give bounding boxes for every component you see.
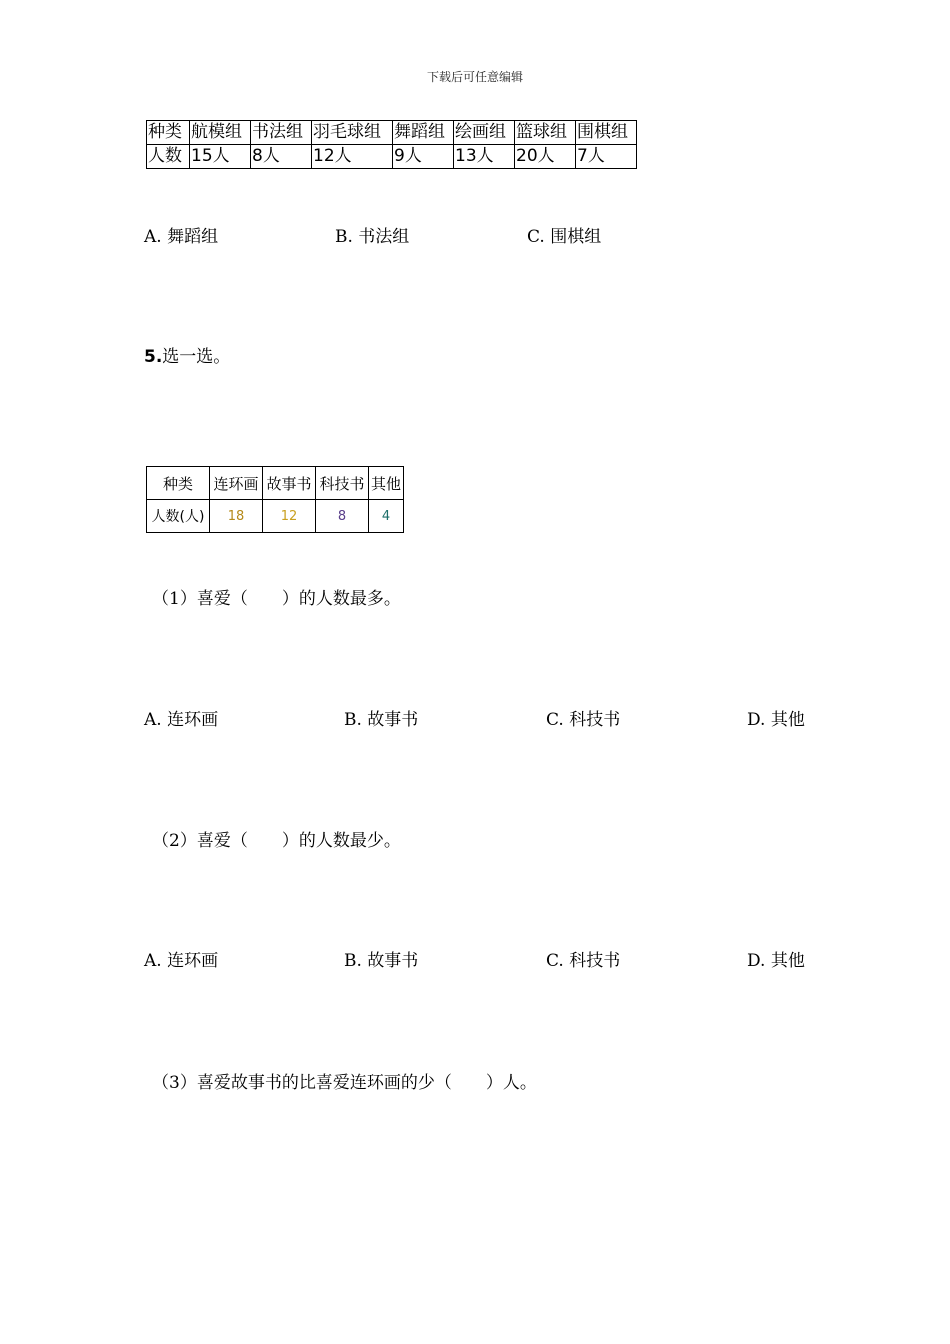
table-cell: 书法组 (251, 121, 312, 145)
option-d[interactable]: D. 其他 (747, 710, 805, 730)
interest-group-table (146, 120, 637, 169)
table-header-row (147, 121, 637, 145)
table-header-row (147, 467, 404, 500)
table-cell: 12 (263, 500, 316, 533)
sub-question-3: （3）喜爱故事书的比喜爱连环画的少（ ）人。 (152, 1073, 537, 1093)
option-a[interactable]: A. 连环画 (144, 951, 219, 971)
option-d[interactable]: D. 其他 (747, 951, 805, 971)
table-cell: 种类 (147, 467, 210, 500)
table-cell: 9人 (393, 145, 454, 169)
question-text: 选一选。 (162, 347, 231, 367)
sub-question-1: （1）喜爱（ ）的人数最多。 (152, 589, 401, 609)
option-b[interactable]: B. 书法组 (335, 227, 410, 247)
table-cell: 20人 (515, 145, 576, 169)
table-cell: 种类 (147, 121, 190, 145)
table-cell: 故事书 (263, 467, 316, 500)
table-cell: 4 (369, 500, 404, 533)
table-cell: 8人 (251, 145, 312, 169)
table-cell: 羽毛球组 (312, 121, 393, 145)
question-title (144, 342, 230, 367)
table-row (147, 500, 404, 533)
question-number: 5. (144, 347, 163, 367)
table-cell: 人数 (147, 145, 190, 169)
table-cell: 15人 (190, 145, 251, 169)
table-cell: 连环画 (210, 467, 263, 500)
table-cell: 航模组 (190, 121, 251, 145)
option-b[interactable]: B. 故事书 (344, 951, 419, 971)
header-note: 下载后可任意编辑 (426, 70, 523, 84)
option-c[interactable]: C. 科技书 (546, 710, 621, 730)
table-cell: 18 (210, 500, 263, 533)
table-cell: 绘画组 (454, 121, 515, 145)
table-cell: 围棋组 (576, 121, 637, 145)
option-a[interactable]: A. 舞蹈组 (144, 227, 219, 247)
table-row (147, 145, 637, 169)
option-a[interactable]: A. 连环画 (144, 710, 219, 730)
option-c[interactable]: C. 科技书 (546, 951, 621, 971)
sub-question-2: （2）喜爱（ ）的人数最少。 (152, 831, 401, 851)
table-cell: 其他 (369, 467, 404, 500)
option-b[interactable]: B. 故事书 (344, 710, 419, 730)
table-cell: 篮球组 (515, 121, 576, 145)
table-cell: 12人 (312, 145, 393, 169)
option-c[interactable]: C. 围棋组 (527, 227, 602, 247)
table-cell: 科技书 (316, 467, 369, 500)
table-cell: 人数(人) (147, 500, 210, 533)
table-cell: 7人 (576, 145, 637, 169)
table-cell: 13人 (454, 145, 515, 169)
table-cell: 8 (316, 500, 369, 533)
reading-preference-table (146, 466, 404, 533)
table-cell: 舞蹈组 (393, 121, 454, 145)
